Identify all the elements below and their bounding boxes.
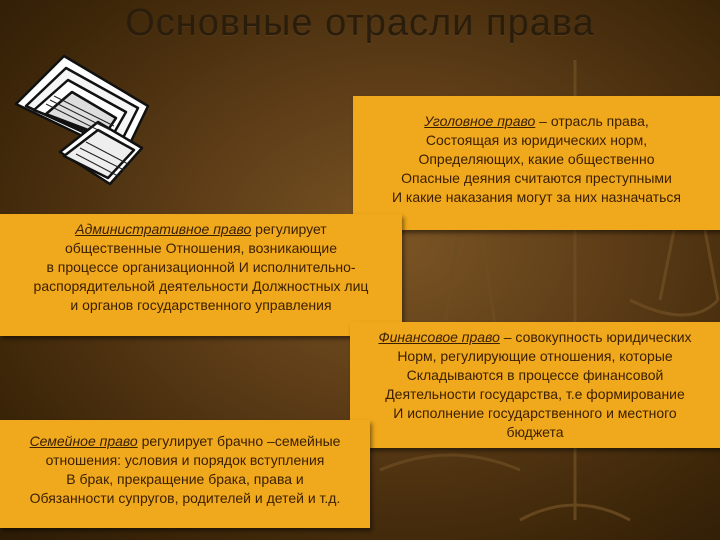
financial-law-box bbox=[350, 322, 720, 448]
family-law-line1: регулирует брачно –семейные bbox=[137, 433, 341, 449]
administrative-law-line3: в процессе организационной И исполнительно- bbox=[46, 259, 356, 275]
criminal-law-line1: – отрасль права, bbox=[535, 113, 649, 129]
financial-law-line6: бюджета bbox=[506, 424, 564, 440]
family-law-line2: отношения: условия и порядок вступления bbox=[45, 452, 325, 468]
financial-law-term: Финансовое право bbox=[378, 329, 500, 345]
family-law-line4: Обязанности супругов, родителей и детей и т.д. bbox=[29, 490, 341, 506]
financial-law-line2: Норм, регулирующие отношения, которые bbox=[397, 348, 673, 364]
administrative-law-line4: распорядительной деятельности Должностных лиц bbox=[33, 278, 369, 294]
criminal-law-term: Уголовное право bbox=[424, 113, 536, 129]
financial-law-line5: И исполнение государственного и местного bbox=[393, 405, 677, 421]
criminal-law-line5: И какие наказания могут за них назначаться bbox=[391, 189, 681, 205]
criminal-law-line3: Определяющих, какие общественно bbox=[418, 151, 655, 167]
criminal-law-line4: Опасные деяния считаются преступными bbox=[401, 170, 672, 186]
criminal-law-box bbox=[353, 96, 720, 230]
administrative-law-line1: регулирует bbox=[251, 221, 327, 237]
financial-law-line1: – совокупность юридических bbox=[499, 329, 692, 345]
administrative-law-line2: общественные Отношения, возникающие bbox=[64, 240, 338, 256]
page-title: Основные отрасли права bbox=[125, 2, 595, 44]
administrative-law-line5: и органов государственного управления bbox=[70, 297, 332, 313]
administrative-law-term: Административное право bbox=[75, 221, 252, 237]
administrative-law-box bbox=[0, 214, 402, 336]
family-law-box bbox=[0, 420, 370, 528]
documents-icon bbox=[6, 44, 166, 194]
criminal-law-line2: Состоящая из юридических норм, bbox=[425, 132, 648, 148]
financial-law-line3: Складываются в процессе финансовой bbox=[406, 367, 664, 383]
family-law-line3: В брак, прекращение брака, права и bbox=[66, 471, 304, 487]
family-law-term: Семейное право bbox=[29, 433, 138, 449]
financial-law-line4: Деятельности государства, т.е формирование bbox=[385, 386, 685, 402]
